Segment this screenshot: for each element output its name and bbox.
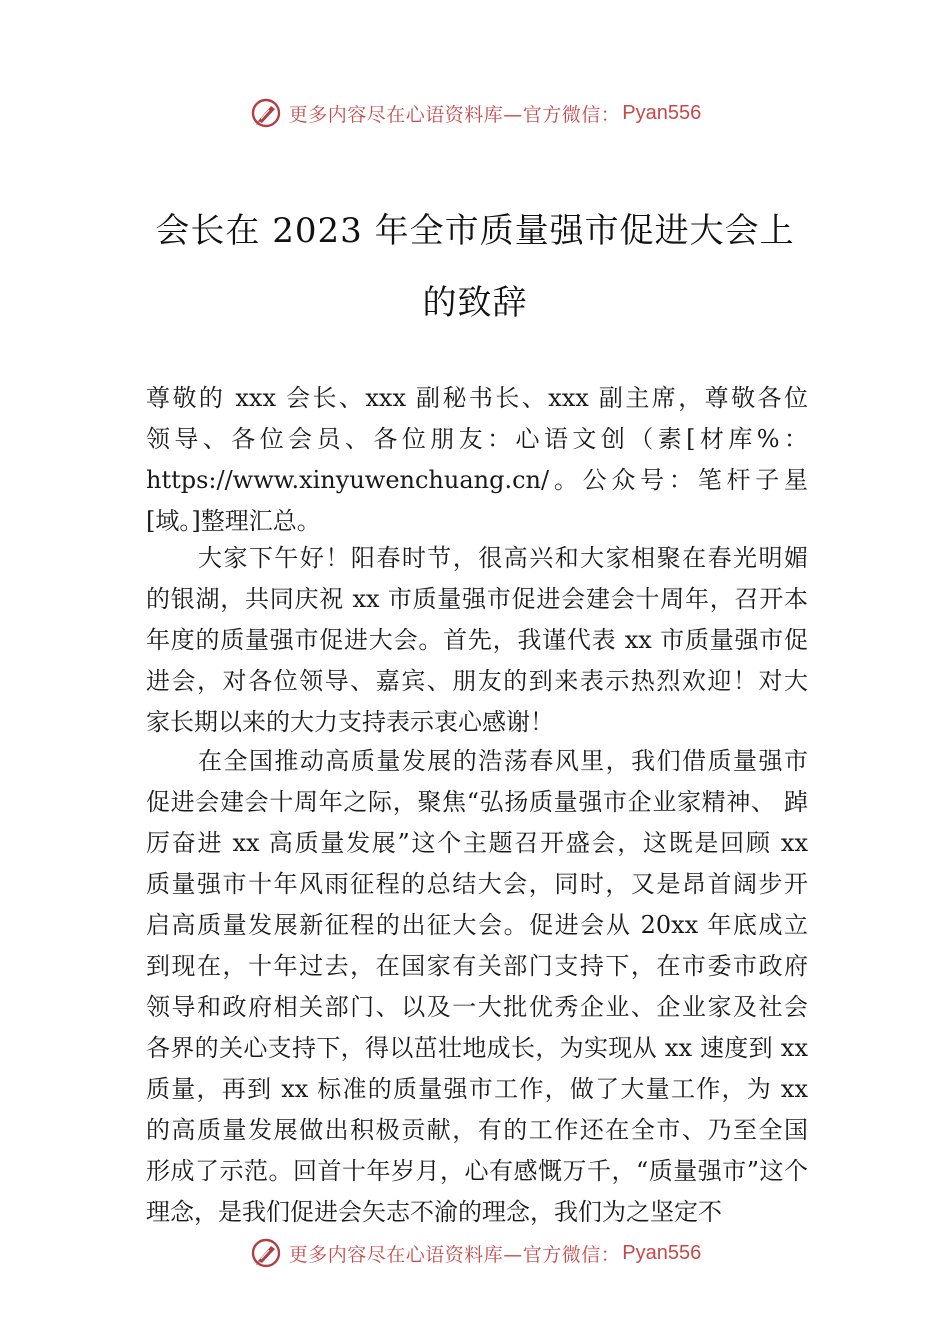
text-line: 到现在，十年过去，在国家有关部门支持下，在市委市政府 xyxy=(146,952,808,980)
text-line: 进会，对各位领导、嘉宾、朋友的到来表示热烈欢迎！对大 xyxy=(146,667,808,695)
text-line: 大家下午好！阳春时节，很高兴和大家相聚在春光明媚 xyxy=(198,544,808,572)
text-line: 的银湖，共同庆祝 xx 市质量强市促进会建会十周年，召开本 xyxy=(146,585,808,613)
banner-text: 更多内容尽在心语资料库—官方微信： xyxy=(288,1243,621,1266)
text-line: 形成了示范。回首十年岁月，心有感慨万千，“质量强市”这个 xyxy=(146,1157,808,1185)
text-line: 尊敬的 xxx 会长、xxx 副秘书长、xxx 副主席，尊敬各位 xyxy=(146,384,808,412)
text-line: 质量强市十年风雨征程的总结大会，同时，又是昂首阔步开 xyxy=(146,870,808,898)
banner-wechat-id: Pyan556 xyxy=(622,1241,702,1264)
text-line: 的高质量发展做出积极贡献，有的工作还在全市、乃至全国 xyxy=(146,1116,808,1144)
text-line: 领导、各位会员、各位朋友：心语文创（素[材库%： xyxy=(146,425,808,453)
text-line: 启高质量发展新征程的出征大会。促进会从 20xx 年底成立 xyxy=(146,911,808,939)
text-line: 各界的关心支持下，得以茁壮地成长，为实现从 xx 速度到 xx xyxy=(146,1034,808,1062)
pen-nib-logo-icon xyxy=(249,1236,283,1270)
text-line: 领导和政府相关部门、以及一大批优秀企业、企业家及社会 xyxy=(146,993,808,1021)
text-line: 厉奋进 xx 高质量发展”这个主题召开盛会，这既是回顾 xx xyxy=(146,829,808,857)
text-line: 在全国推动高质量发展的浩荡春风里，我们借质量强市 xyxy=(198,747,808,775)
text-line: 质量，再到 xx 标准的质量强市工作，做了大量工作，为 xx xyxy=(146,1075,808,1103)
text-line: [域。]整理汇总。 xyxy=(146,507,321,535)
footer-banner xyxy=(0,1233,950,1273)
text-line: 年度的质量强市促进大会。首先，我谨代表 xx 市质量强市促 xyxy=(146,626,808,654)
pen-nib-logo-icon xyxy=(249,96,283,130)
banner-wechat-id: Pyan556 xyxy=(622,101,702,124)
paragraph-welcome xyxy=(146,538,808,743)
document-title-line-1: 会长在 2023 年全市质量强市促进大会上 xyxy=(155,211,795,251)
paragraph-review xyxy=(146,741,808,1233)
banner-text: 更多内容尽在心语资料库—官方微信： xyxy=(288,103,621,126)
header-banner xyxy=(0,93,950,133)
text-line: 促进会建会十周年之际，聚焦“弘扬质量强市企业家精神、 踔 xyxy=(146,788,808,816)
text-line: https://www.xinyuwenchuang.cn/。公众号：笔杆子星 xyxy=(146,466,808,494)
document-title-line-2: 的致辞 xyxy=(422,283,528,323)
text-line: 家长期以来的大力支持表示衷心感谢！ xyxy=(146,708,554,736)
paragraph-greeting xyxy=(146,378,808,542)
text-line: 理念，是我们促进会矢志不渝的理念，我们为之坚定不 xyxy=(146,1198,722,1226)
